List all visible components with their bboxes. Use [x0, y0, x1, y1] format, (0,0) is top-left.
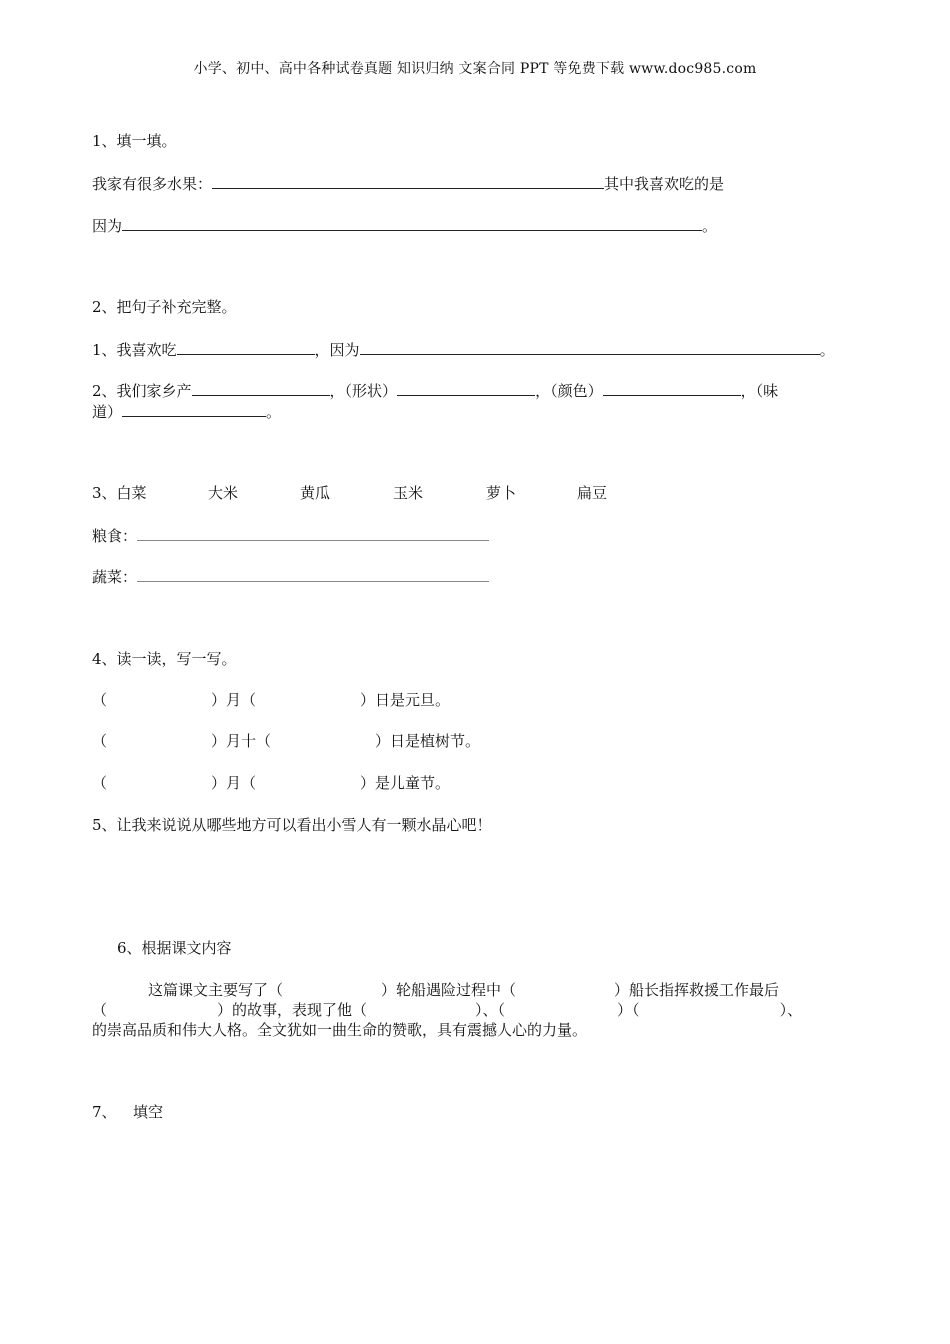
q2-s2-b: ，（形状）: [329, 382, 398, 400]
q2-s2-shape-blank[interactable]: [397, 380, 535, 396]
q4-r3-c: ）是儿童节。: [360, 774, 451, 792]
q4-r1-c: ）日是元旦。: [360, 691, 451, 709]
q2-s2-c: ，（颜色）: [535, 382, 603, 400]
q3-word: 大米: [208, 484, 239, 502]
q2-s2-f: 。: [266, 403, 282, 421]
q2-s2-product-blank[interactable]: [192, 380, 330, 396]
q4-r1-a: （: [92, 691, 108, 709]
q3-veg-label: 蔬菜：: [92, 568, 138, 586]
q4-r2-a: （: [92, 732, 108, 750]
q6-title: 6、根据课文内容: [117, 939, 232, 957]
q4-row-2: [92, 731, 480, 751]
q6-p2-b: ）的故事，表现了他（: [217, 1001, 368, 1019]
q2-s2-e: 道）: [92, 403, 123, 421]
q4-r2-b: ）月十（: [211, 732, 272, 750]
q6-para-line3: 的崇高品质和伟大人格。全文犹如一曲生命的赞歌，具有震撼人心的力量。: [92, 1021, 588, 1039]
q2-s2-d: ，（味: [740, 382, 779, 400]
q3-word: 玉米: [393, 484, 424, 502]
q3-word: 萝卜: [486, 484, 517, 502]
q2-title: 2、把句子补充完整。: [92, 298, 237, 316]
q5-title: 5、让我来说说从哪些地方可以看出小雪人有一颗水晶心吧！: [92, 816, 492, 834]
q1-line1-suffix: 其中我喜欢吃的是: [604, 175, 725, 193]
q3-word-row: [92, 483, 147, 503]
q3-veg-row: [92, 566, 489, 587]
q1-title: 1、填一填。: [92, 132, 177, 150]
q4-r2-c: ）日是植树节。: [375, 732, 481, 750]
q3-grain-label: 粮食：: [92, 527, 138, 545]
q1-line2-suffix: 。: [702, 217, 718, 235]
page-header: 小学、初中、高中各种试卷真题 知识归纳 文案合同 PPT 等免费下载 www.doc985.com: [193, 61, 757, 77]
q3-prefix: 3、: [92, 484, 117, 502]
q1-fruits-blank[interactable]: [212, 173, 604, 189]
q3-veg-blank[interactable]: [137, 566, 489, 582]
q2-s1-c: 。: [819, 341, 835, 359]
q2-sentence-2-line2: [92, 401, 281, 422]
q2-s1-reason-blank[interactable]: [360, 339, 820, 355]
q2-s2-taste-blank[interactable]: [122, 401, 266, 417]
q2-s2-color-blank[interactable]: [603, 380, 741, 396]
q6-p1-b: ）轮船遇险过程中（: [381, 981, 517, 999]
q1-line1: [92, 173, 724, 194]
q2-s2-a: 2、我们家乡产: [92, 382, 192, 400]
q2-sentence-1: [92, 339, 835, 360]
q7-title: 填空: [133, 1103, 164, 1121]
q4-row-1: [92, 690, 450, 710]
q1-line2: [92, 215, 717, 236]
q3-word: 黄瓜: [300, 484, 331, 502]
q3-word: 扁豆: [577, 484, 608, 502]
q6-p2-a: （: [92, 1001, 108, 1019]
q2-sentence-2-line1: [92, 380, 778, 401]
q4-title: 4、读一读，写一写。: [92, 650, 237, 668]
q3-grain-row: [92, 525, 489, 546]
q3-word: 白菜: [116, 484, 147, 502]
q6-para-line2: [92, 1000, 802, 1020]
q1-line2-prefix: 因为: [92, 217, 123, 235]
q2-s1-b: ，因为: [314, 341, 360, 359]
q7-number: 7、: [92, 1103, 117, 1121]
q4-r1-b: ）月（: [211, 691, 257, 709]
q6-p1-a: 这篇课文主要写了（: [148, 981, 284, 999]
q6-para-line1: [148, 980, 779, 1000]
q4-row-3: [92, 773, 450, 793]
q6-p2-e: ）、: [779, 1001, 803, 1019]
q4-r3-a: （: [92, 774, 108, 792]
q6-p1-c: ）船长指挥救援工作最后: [614, 981, 780, 999]
q2-s1-a: 1、我喜欢吃: [92, 341, 177, 359]
q6-p2-d: ）（: [617, 1001, 640, 1019]
q3-grain-blank[interactable]: [137, 525, 489, 541]
q4-r3-b: ）月（: [211, 774, 257, 792]
q2-s1-food-blank[interactable]: [177, 339, 315, 355]
q6-p2-c: ）、（: [475, 1001, 506, 1019]
q1-reason-blank[interactable]: [122, 215, 702, 231]
q1-line1-prefix: 我家有很多水果：: [92, 175, 213, 193]
